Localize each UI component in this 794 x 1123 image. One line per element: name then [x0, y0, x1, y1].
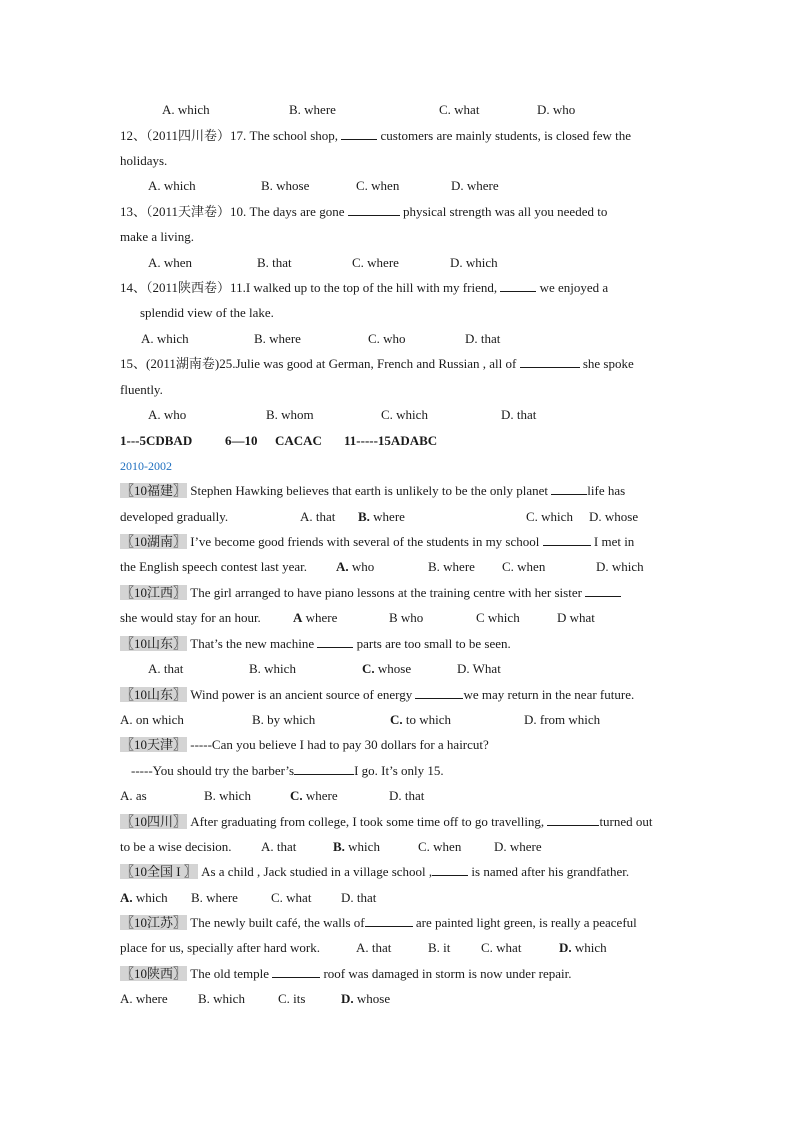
answer-key-6-10-label: 6—10 — [225, 433, 258, 448]
option: C which — [476, 610, 520, 625]
source-tag: 〖10天津〗 — [121, 737, 187, 752]
option: A. which — [148, 178, 196, 193]
option: B. whose — [261, 178, 310, 193]
question-continuation: fluently. — [120, 382, 163, 397]
option: C. whose — [362, 661, 412, 676]
answer-blank[interactable] — [415, 687, 463, 699]
question-text: I met in — [590, 534, 635, 549]
question-text: physical strength was all you needed to — [399, 204, 608, 219]
question-continuation: splendid view of the lake. — [140, 305, 274, 320]
question-line — [120, 636, 511, 652]
question-line — [120, 737, 489, 753]
question-line — [120, 585, 621, 601]
question-text: customers are mainly students, is closed few the — [377, 128, 632, 143]
option: A. on which — [120, 712, 184, 727]
question-line — [120, 356, 634, 372]
answer-blank[interactable] — [585, 585, 621, 597]
option: A. that — [356, 940, 392, 955]
option: C. which — [526, 509, 573, 524]
section-heading: 2010-2002 — [120, 459, 172, 473]
question-number: 15、 — [120, 356, 147, 371]
answer-blank[interactable] — [272, 966, 320, 978]
answer-blank[interactable] — [551, 483, 587, 495]
question-continuation: the English speech contest last year. — [120, 559, 308, 574]
option: D. which — [450, 255, 498, 270]
option: B. where — [254, 331, 301, 346]
option: C. to which — [390, 712, 452, 727]
question-text: we may return in the near future. — [463, 687, 635, 702]
option: A. who — [336, 559, 375, 574]
option: B. that — [257, 255, 292, 270]
question-number: 13、 — [120, 204, 147, 219]
option: A. as — [120, 788, 147, 803]
option: D. where — [494, 839, 542, 854]
option: B. where — [191, 890, 238, 905]
option: A. that — [300, 509, 336, 524]
question-continuation: place for us, specially after hard work. — [120, 940, 320, 955]
option: C. which — [381, 407, 428, 422]
answer-blank[interactable] — [365, 915, 413, 927]
option: D. from which — [524, 712, 601, 727]
question-text: After graduating from college, I took some time off to go travelling, — [187, 814, 548, 829]
question-text: roof was damaged in storm is now under repair. — [320, 966, 572, 981]
question-line — [120, 280, 608, 296]
option: C. what — [271, 890, 312, 905]
option: A. which — [120, 890, 168, 905]
option: D. whose — [341, 991, 391, 1006]
option: A. which — [141, 331, 189, 346]
source-tag: 〖10全国 I 〗 — [121, 864, 197, 879]
option: B. which — [204, 788, 251, 803]
option: A. when — [148, 255, 193, 270]
option: D. that — [389, 788, 425, 803]
question-source: （2011四川卷） — [146, 128, 231, 143]
option: C. its — [278, 991, 306, 1006]
option: D. who — [537, 102, 576, 117]
question-line — [120, 204, 607, 220]
option: D. which — [559, 940, 607, 955]
source-tag: 〖10陕西〗 — [121, 966, 187, 981]
answer-blank[interactable] — [543, 534, 591, 546]
question-continuation: she would stay for an hour. — [120, 610, 261, 625]
question-continuation: make a living. — [120, 229, 195, 244]
question-line — [120, 534, 634, 550]
answer-blank[interactable] — [317, 636, 353, 648]
question-text: life has — [587, 483, 626, 498]
option: C. when — [418, 839, 462, 854]
question-text: turned out — [599, 814, 653, 829]
option: A. which — [162, 102, 210, 117]
option: D. which — [596, 559, 644, 574]
option: B. which — [249, 661, 296, 676]
option: B. where — [428, 559, 475, 574]
question-text: is named after his grandfather. — [468, 864, 630, 879]
option: A. where — [120, 991, 168, 1006]
question-line — [120, 966, 572, 982]
option: B. which — [198, 991, 245, 1006]
question-text: 11.I walked up to the top of the hill with my friend, — [230, 280, 501, 295]
question-line — [120, 128, 631, 144]
question-text: are painted light green, is really a peaceful — [412, 915, 637, 930]
option: D. that — [465, 331, 501, 346]
answer-key-6-10: CACAC — [275, 433, 322, 448]
source-tag: 〖10江苏〗 — [121, 915, 187, 930]
option: C. when — [502, 559, 546, 574]
answer-blank[interactable] — [348, 204, 400, 216]
source-tag: 〖10江西〗 — [121, 585, 187, 600]
question-text: she spoke — [579, 356, 634, 371]
option: B. where — [289, 102, 336, 117]
source-tag: 〖10山东〗 — [121, 636, 187, 651]
question-source: （2011陕西卷） — [146, 280, 231, 295]
option: D. that — [501, 407, 537, 422]
question-line — [120, 483, 625, 499]
question-continuation: holidays. — [120, 153, 168, 168]
option: A. who — [148, 407, 187, 422]
question-line — [120, 915, 637, 931]
question-text: -----Can you believe I had to pay 30 dollars for a haircut? — [187, 737, 489, 752]
question-continuation: to be a wise decision. — [120, 839, 232, 854]
option: A where — [293, 610, 338, 625]
question-text: parts are too small to be seen. — [353, 636, 511, 651]
answer-key-11-15: 11-----15ADABC — [344, 433, 438, 448]
option: C. who — [368, 331, 406, 346]
question-text: 25.Julie was good at German, French and Russian , all of — [219, 356, 520, 371]
answer-blank[interactable] — [294, 763, 354, 775]
question-text: -----You should try the barber’s — [131, 763, 295, 778]
question-text: we enjoyed a — [536, 280, 609, 295]
source-tag: 〖10山东〗 — [121, 687, 187, 702]
option: D. whose — [589, 509, 639, 524]
answer-blank[interactable] — [520, 356, 580, 368]
option: D. where — [451, 178, 499, 193]
option: D what — [557, 610, 595, 625]
answer-blank[interactable] — [500, 280, 536, 292]
question-text: Stephen Hawking believes that earth is unlikely to be the only planet — [187, 483, 552, 498]
question-number: 14、 — [120, 280, 147, 295]
source-tag: 〖10四川〗 — [121, 814, 187, 829]
question-text: I’ve become good friends with several of the students in my school — [187, 534, 543, 549]
question-text: The newly built café, the walls of — [187, 915, 365, 930]
source-tag: 〖10湖南〗 — [121, 534, 187, 549]
option: C. when — [356, 178, 400, 193]
option: B. it — [428, 940, 451, 955]
option: B. which — [333, 839, 380, 854]
option: C. what — [439, 102, 480, 117]
option: C. what — [481, 940, 522, 955]
question-source: （2011天津卷） — [146, 204, 231, 219]
question-text: The girl arranged to have piano lessons at the training centre with her sister — [187, 585, 586, 600]
question-line — [131, 763, 444, 779]
option: D. that — [341, 890, 377, 905]
option: C. where — [290, 788, 338, 803]
answer-blank[interactable] — [547, 814, 599, 826]
option: C. where — [352, 255, 399, 270]
question-text: The old temple — [187, 966, 273, 981]
option: B who — [389, 610, 424, 625]
question-continuation: developed gradually. — [120, 509, 229, 524]
question-text: As a child , Jack studied in a village school , — [197, 864, 433, 879]
option: D. What — [457, 661, 501, 676]
option: B. by which — [252, 712, 316, 727]
question-text: Wind power is an ancient source of energy — [187, 687, 416, 702]
question-line — [120, 687, 634, 703]
question-source: (2011湖南卷) — [146, 356, 220, 371]
option: A. that — [148, 661, 184, 676]
option: B. whom — [266, 407, 314, 422]
question-text: 17. The school shop, — [230, 128, 342, 143]
option: B. where — [358, 509, 405, 524]
answer-blank[interactable] — [341, 128, 377, 140]
question-line — [120, 864, 629, 880]
question-line — [120, 814, 653, 830]
option: A. that — [261, 839, 297, 854]
answer-blank[interactable] — [432, 864, 468, 876]
question-text: I go. It’s only 15. — [354, 763, 444, 778]
source-tag: 〖10福建〗 — [121, 483, 187, 498]
answer-key-1-5: 1---5CDBAD — [120, 433, 193, 448]
question-text: 10. The days are gone — [230, 204, 348, 219]
question-number: 12、 — [120, 128, 147, 143]
question-text: That’s the new machine — [187, 636, 318, 651]
